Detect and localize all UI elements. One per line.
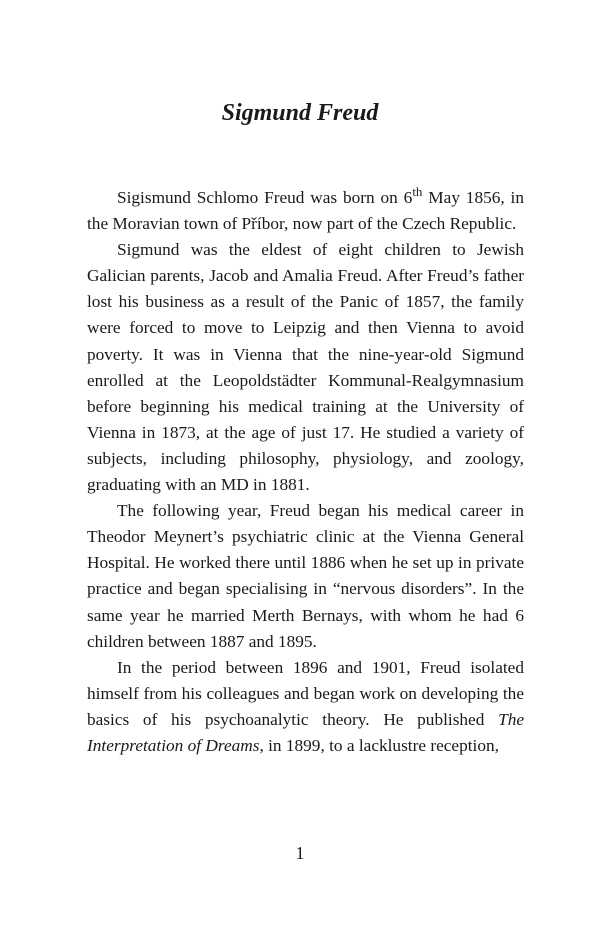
paragraph-psychoanalysis-text-b: , in 1899, to a lacklustre reception, bbox=[259, 735, 499, 755]
paragraph-birth bbox=[87, 185, 524, 237]
chapter-title: Sigmund Freud bbox=[221, 100, 379, 126]
ordinal-suffix: th bbox=[412, 183, 423, 199]
paragraph-medical-career: The following year, Freud began his medical career in Theodor Meynert’s psychiatric clinic at the Vienna General Hospital. He worked there until 1886 when he set up in private practice and began specialising in “nervous disorders”. In the same year he married Merth Bernays, with whom he had 6 children between 1887 and 1895. bbox=[87, 501, 524, 651]
paragraph-early-life: Sigmund was the eldest of eight children to Jewish Galician parents, Jacob and Amalia Freud. After Freud’s father lost his business as a result of the Panic of 1857, the family were forced to move to Leipzig and then Vienna to avoid poverty. It was in Vienna that the nine-year-old Sigmund enrolled at the Leopoldstädter Kommunal-Realgymnasium before beginning his medical training at the University of Vienna in 1873, at the age of just 17. He studied a variety of subjects, including philosophy, physiology, and zoology, graduating with an MD in 1881. bbox=[87, 240, 524, 495]
page-number: 1 bbox=[295, 843, 305, 863]
paragraph-birth-text-a: Sigismund Schlomo Freud was born on 6 bbox=[117, 188, 413, 207]
book-title: The Interpretation of Dreams bbox=[87, 709, 524, 755]
body-text bbox=[87, 185, 524, 759]
paragraph-psychoanalysis-text-a: In the period between 1896 and 1901, Freud isolated himself from his colleagues and began work on developing the basics of his psychoanalytic theory. He published bbox=[87, 657, 524, 729]
paragraph-psychoanalysis bbox=[87, 655, 524, 759]
paragraph-birth-text-b: May 1856, in the Moravian town of Příbor, now part of the Czech Republic. bbox=[87, 188, 524, 234]
